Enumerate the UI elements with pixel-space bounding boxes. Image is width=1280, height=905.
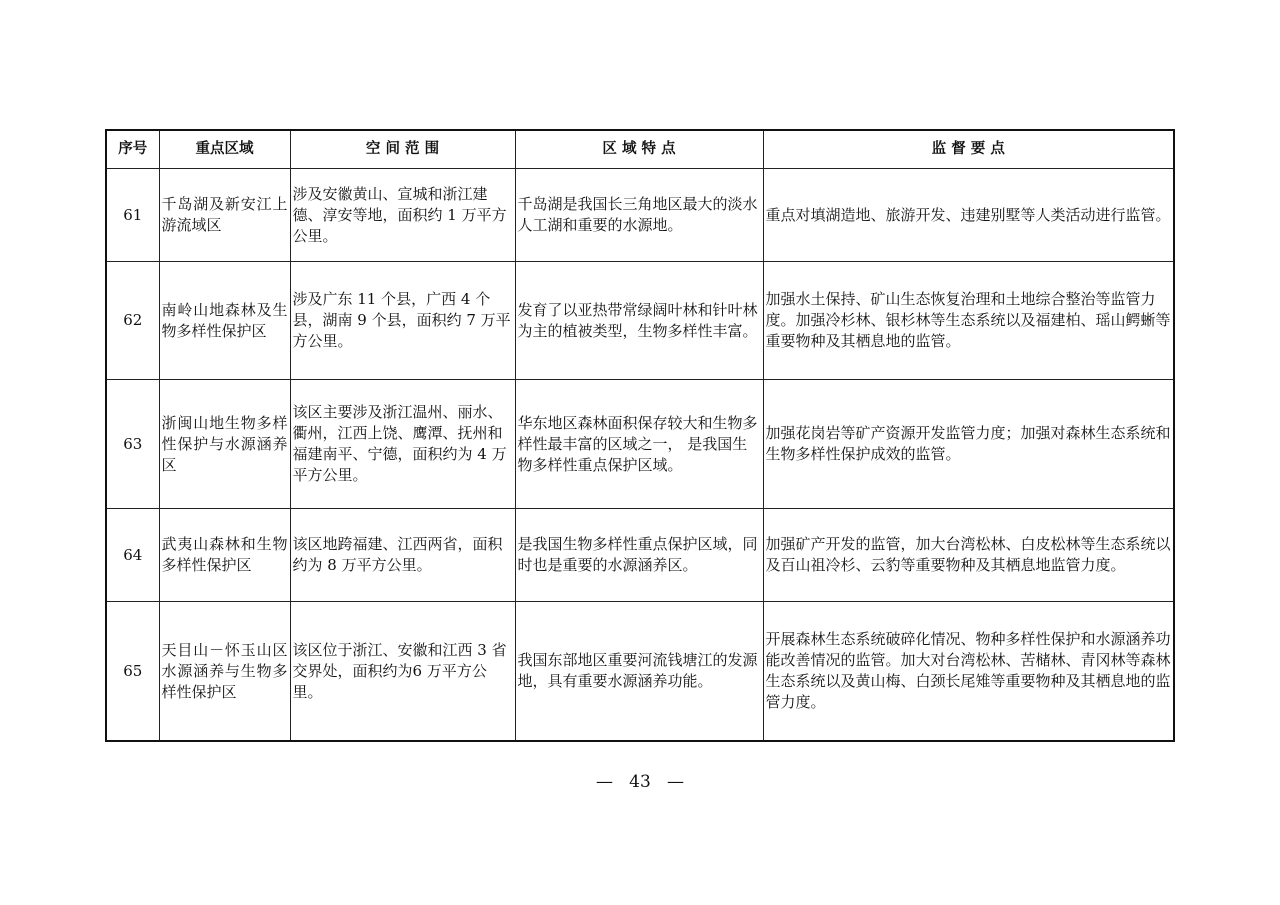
row-scope: 该区主要涉及浙江温州、丽水、衢州，江西上饶、鹰潭、抚州和福建南平、宁德，面积约为 4 万平方公里。 <box>290 380 515 509</box>
table-row <box>106 262 1174 380</box>
header-region-features: 区 域 特 点 <box>515 130 763 169</box>
row-supervision: 开展森林生态系统破碎化情况、物种多样性保护和水源涵养功能改善情况的监管。加大对台湾松林、苦槠林、青冈林等森林生态系统以及黄山梅、白颈长尾雉等重要物种及其栖息地的监管力度。 <box>763 602 1174 742</box>
regions-table <box>105 129 1175 742</box>
header-key-region: 重点区域 <box>159 130 290 169</box>
row-feature: 千岛湖是我国长三角地区最大的淡水人工湖和重要的水源地。 <box>515 169 763 262</box>
table-row <box>106 509 1174 602</box>
row-region: 天目山－怀玉山区水源涵养与生物多样性保护区 <box>159 602 290 742</box>
row-feature: 是我国生物多样性重点保护区域，同时也是重要的水源涵养区。 <box>515 509 763 602</box>
row-feature: 华东地区森林面积保存较大和生物多样性最丰富的区域之一， 是我国生物多样性重点保护区域。 <box>515 380 763 509</box>
row-region: 武夷山森林和生物多样性保护区 <box>159 509 290 602</box>
row-feature: 发育了以亚热带常绿阔叶林和针叶林为主的植被类型，生物多样性丰富。 <box>515 262 763 380</box>
row-region: 南岭山地森林及生物多样性保护区 <box>159 262 290 380</box>
row-number: 61 <box>106 169 159 262</box>
row-number: 62 <box>106 262 159 380</box>
row-supervision: 加强水土保持、矿山生态恢复治理和土地综合整治等监管力度。加强冷杉林、银杉林等生态系统以及福建柏、瑶山鳄蜥等重要物种及其栖息地的监管。 <box>763 262 1174 380</box>
row-number: 64 <box>106 509 159 602</box>
row-scope: 涉及安徽黄山、宣城和浙江建德、淳安等地，面积约 1 万平方公里。 <box>290 169 515 262</box>
table-row <box>106 602 1174 742</box>
row-number: 65 <box>106 602 159 742</box>
table-header-row <box>106 130 1174 169</box>
table-row <box>106 380 1174 509</box>
page-number: — 43 — <box>595 772 685 792</box>
row-supervision: 加强矿产开发的监管，加大台湾松林、白皮松林等生态系统以及百山祖冷杉、云豹等重要物种及其栖息地监管力度。 <box>763 509 1174 602</box>
row-scope: 该区位于浙江、安徽和江西 3 省交界处，面积约为6 万平方公里。 <box>290 602 515 742</box>
table-row <box>106 169 1174 262</box>
row-feature: 我国东部地区重要河流钱塘江的发源地，具有重要水源涵养功能。 <box>515 602 763 742</box>
row-supervision: 加强花岗岩等矿产资源开发监管力度；加强对森林生态系统和生物多样性保护成效的监管。 <box>763 380 1174 509</box>
row-region: 千岛湖及新安江上游流域区 <box>159 169 290 262</box>
row-region: 浙闽山地生物多样性保护与水源涵养区 <box>159 380 290 509</box>
header-serial-number: 序号 <box>106 130 159 169</box>
row-supervision: 重点对填湖造地、旅游开发、违建别墅等人类活动进行监管。 <box>763 169 1174 262</box>
header-spatial-scope: 空 间 范 围 <box>290 130 515 169</box>
header-supervision-points: 监 督 要 点 <box>763 130 1174 169</box>
row-scope: 该区地跨福建、江西两省，面积约为 8 万平方公里。 <box>290 509 515 602</box>
row-number: 63 <box>106 380 159 509</box>
row-scope: 涉及广东 11 个县，广西 4 个县，湖南 9 个县，面积约 7 万平方公里。 <box>290 262 515 380</box>
